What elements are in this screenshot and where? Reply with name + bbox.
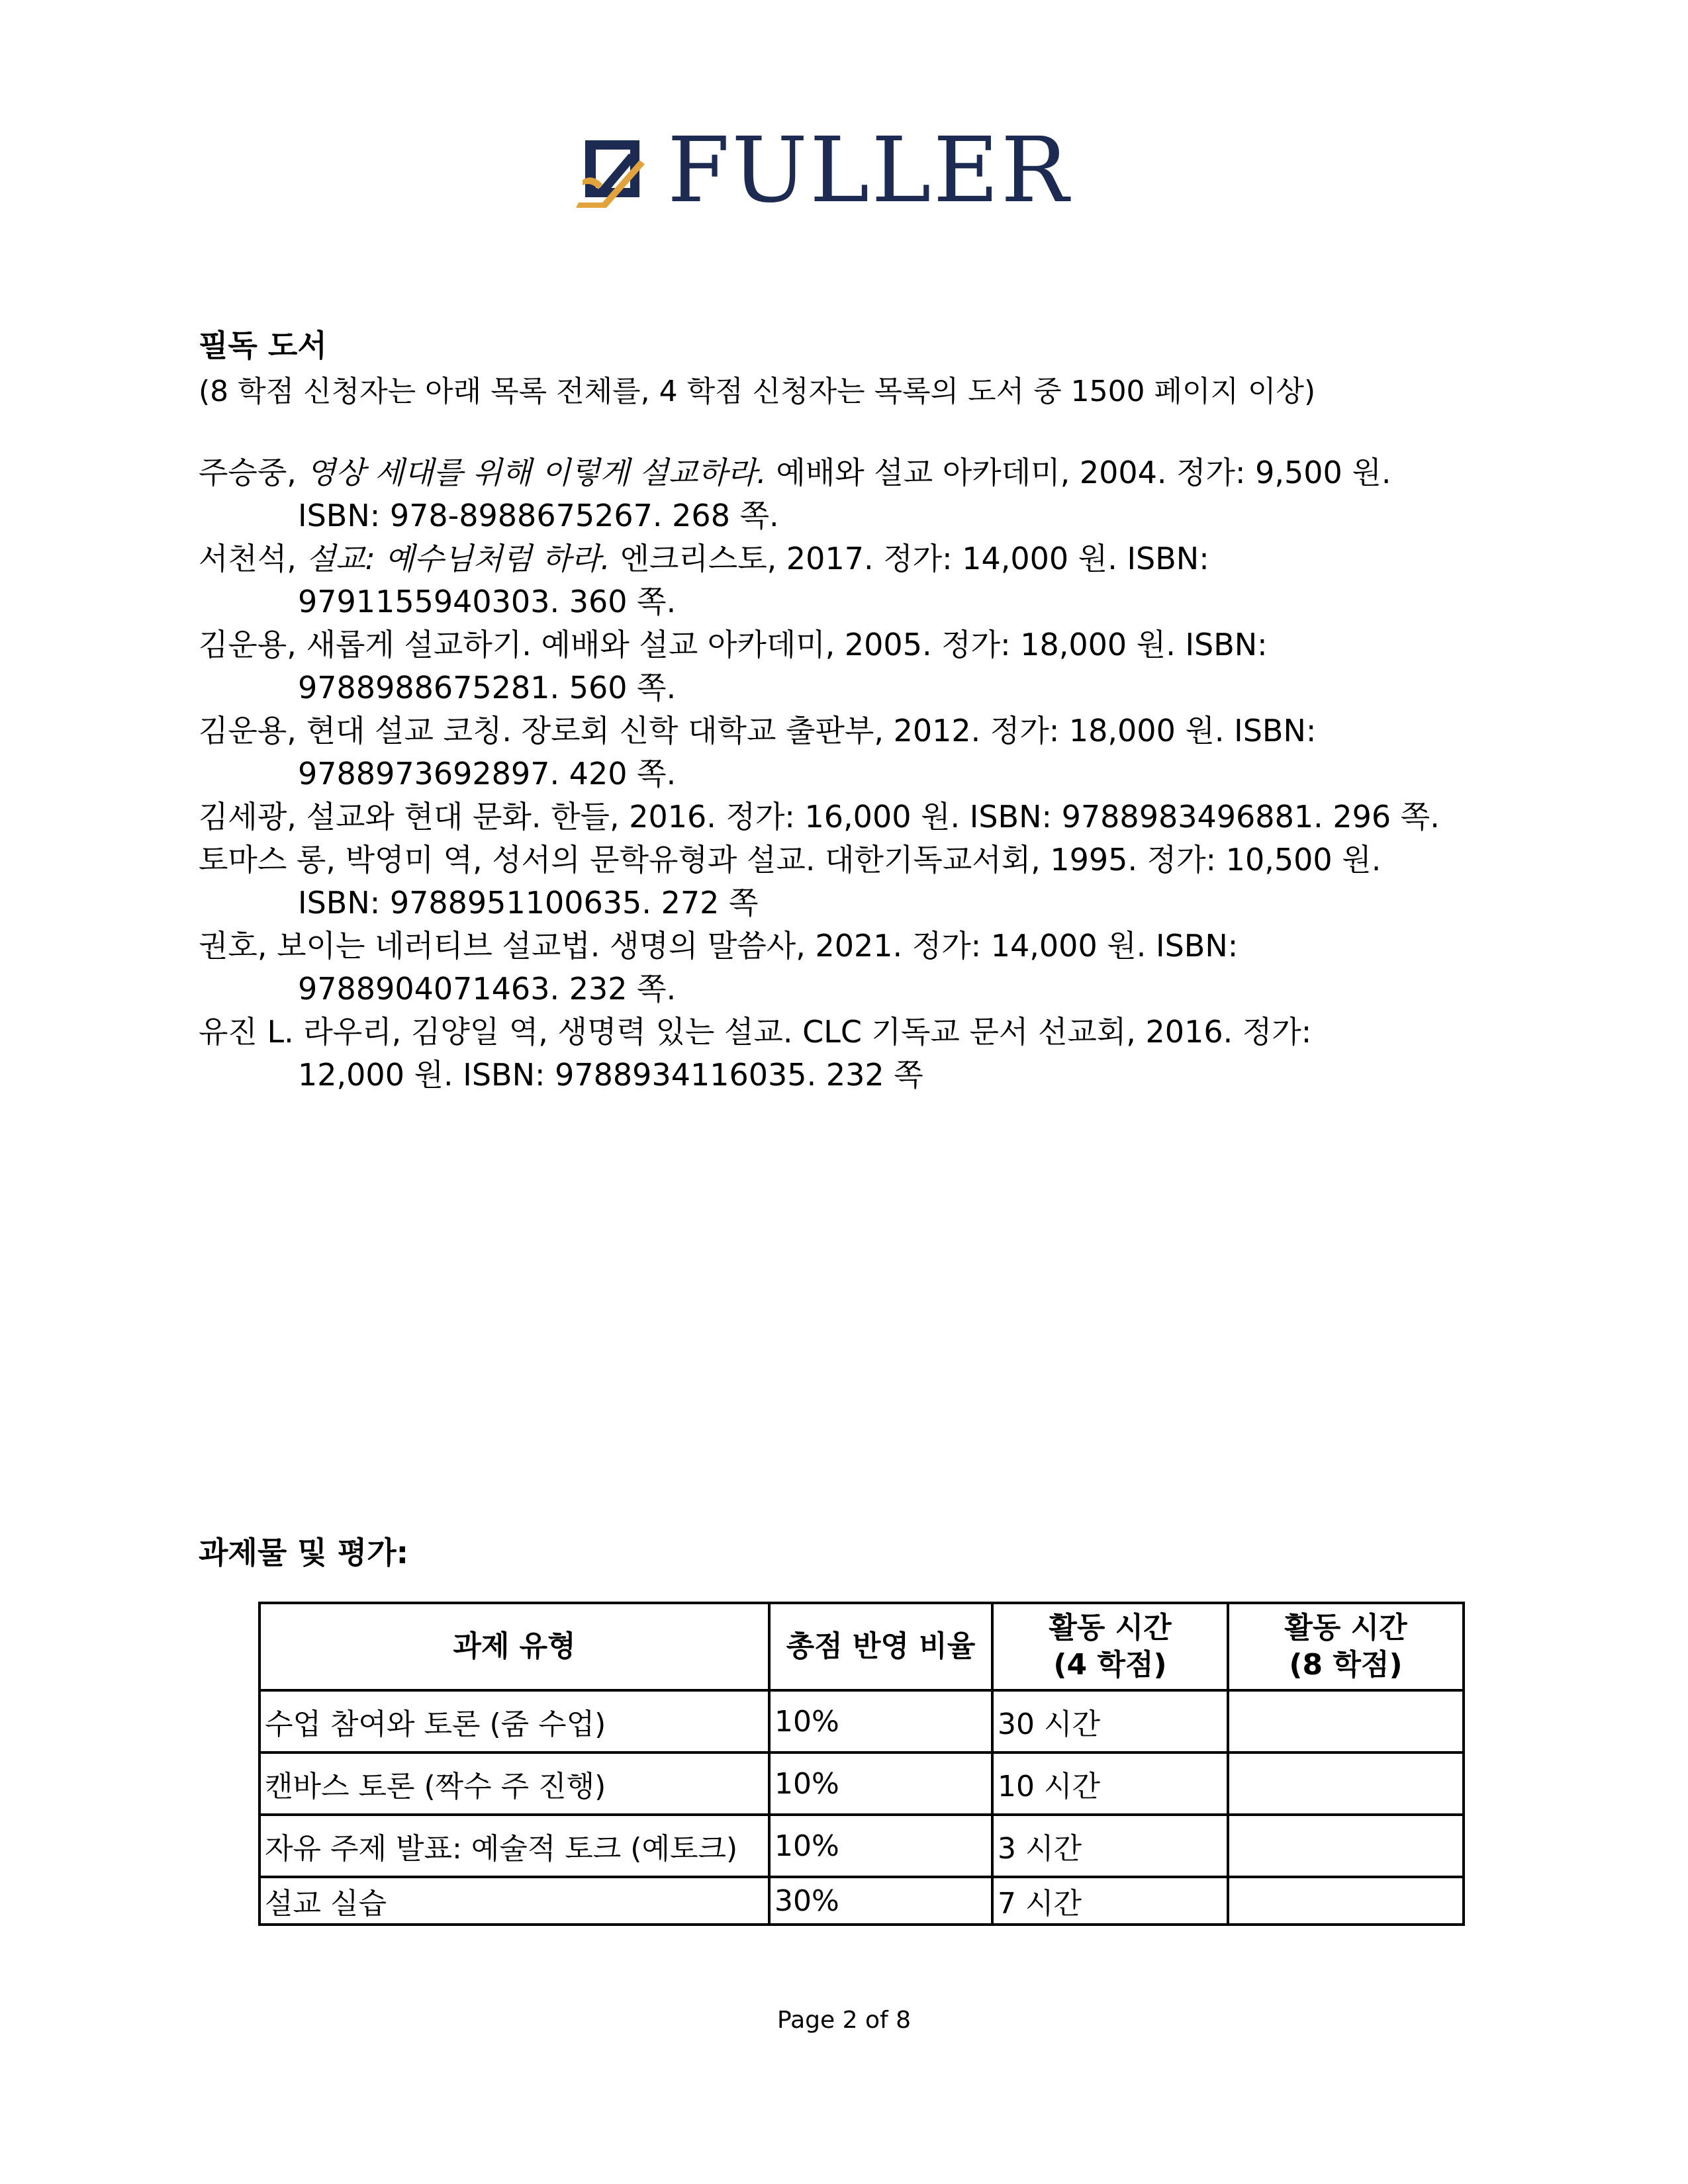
cell-type: 설교 실습 [259, 1877, 769, 1925]
bibliography-entry: 권호, 보이는 네러티브 설교법. 생명의 말씀사, 2021. 정가: 14,000 원. ISBN: 9788904071463. 232 쪽. [199, 928, 1239, 1007]
cell-hours-4: 30 시간 [992, 1690, 1228, 1752]
cell-hours-8 [1228, 1877, 1464, 1925]
col-header-hours-4: 활동 시간 (4 학점) [992, 1603, 1228, 1690]
cell-weight: 10% [769, 1815, 992, 1877]
bibliography-entry: 토마스 롱, 박영미 역, 성서의 문학유형과 설교. 대한기독교서회, 1995. 정가: 10,500 원. ISBN: 9788951100635. 272 쪽 [199, 842, 1382, 921]
book-title: 영상 세대를 위해 이렇게 설교하라. [306, 455, 767, 490]
table-row [259, 1877, 1464, 1925]
bibliography-entry: 주승중, 영상 세대를 위해 이렇게 설교하라. 예배와 설교 아카데미, 2004. 정가: 9,500 원. ISBN: 978-8988675267. 268 쪽. [199, 455, 1391, 533]
cell-weight: 10% [769, 1690, 992, 1752]
table-row [259, 1815, 1464, 1877]
bibliography-entry: 김운용, 현대 설교 코칭. 장로회 신학 대학교 출판부, 2012. 정가: 18,000 원. ISBN: 9788973692897. 420 쪽. [199, 713, 1317, 792]
col-header-type: 과제 유형 [259, 1603, 769, 1690]
table-row [259, 1752, 1464, 1815]
reading-heading: 필독 도서 [199, 328, 327, 363]
cell-type: 캔바스 토론 (짝수 주 진행) [259, 1752, 769, 1815]
table-row [259, 1690, 1464, 1752]
logo-wordmark: FULLER [667, 118, 1071, 223]
bibliography-entry: 김세광, 설교와 현대 문화. 한들, 2016. 정가: 16,000 원. ISBN: 9788983496881. 296 쪽. [199, 799, 1440, 835]
fuller-book-icon [576, 134, 647, 208]
bibliography-entry: 김운용, 새롭게 설교하기. 예배와 설교 아카데미, 2005. 정가: 18,000 원. ISBN: 9788988675281. 560 쪽. [199, 627, 1268, 705]
cell-hours-8 [1228, 1690, 1464, 1752]
cell-hours-8 [1228, 1815, 1464, 1877]
assignments-heading: 과제물 및 평가: [199, 1535, 409, 1570]
reading-note: (8 학점 신청자는 아래 목록 전체를, 4 학점 신청자는 목록의 도서 중 1500 페이지 이상) [199, 375, 1316, 408]
bibliography-entry: 서천석, 설교: 예수님처럼 하라. 엔크리스토, 2017. 정가: 14,000 원. ISBN: 9791155940303. 360 쪽. [199, 541, 1209, 619]
table-header-row [259, 1603, 1464, 1690]
cell-hours-4: 10 시간 [992, 1752, 1228, 1815]
bibliography-list [199, 451, 1523, 1097]
fuller-logo [576, 118, 1105, 223]
cell-type: 자유 주제 발표: 예술적 토크 (예토크) [259, 1815, 769, 1877]
page-number: Page 2 of 8 [777, 2007, 911, 2034]
col-header-weight: 총점 반영 비율 [769, 1603, 992, 1690]
bibliography-entry: 유진 L. 라우리, 김양일 역, 생명력 있는 설교. CLC 기독교 문서 선교회, 2016. 정가: 12,000 원. ISBN: 9788934116035. 232 쪽 [199, 1014, 1312, 1093]
cell-weight: 30% [769, 1877, 992, 1925]
cell-hours-4: 3 시간 [992, 1815, 1228, 1877]
assignments-table [258, 1602, 1465, 1926]
cell-hours-8 [1228, 1752, 1464, 1815]
col-header-hours-8: 활동 시간 (8 학점) [1228, 1603, 1464, 1690]
cell-type: 수업 참여와 토론 (줌 수업) [259, 1690, 769, 1752]
book-title: 설교: 예수님처럼 하라. [306, 541, 610, 576]
cell-weight: 10% [769, 1752, 992, 1815]
cell-hours-4: 7 시간 [992, 1877, 1228, 1925]
